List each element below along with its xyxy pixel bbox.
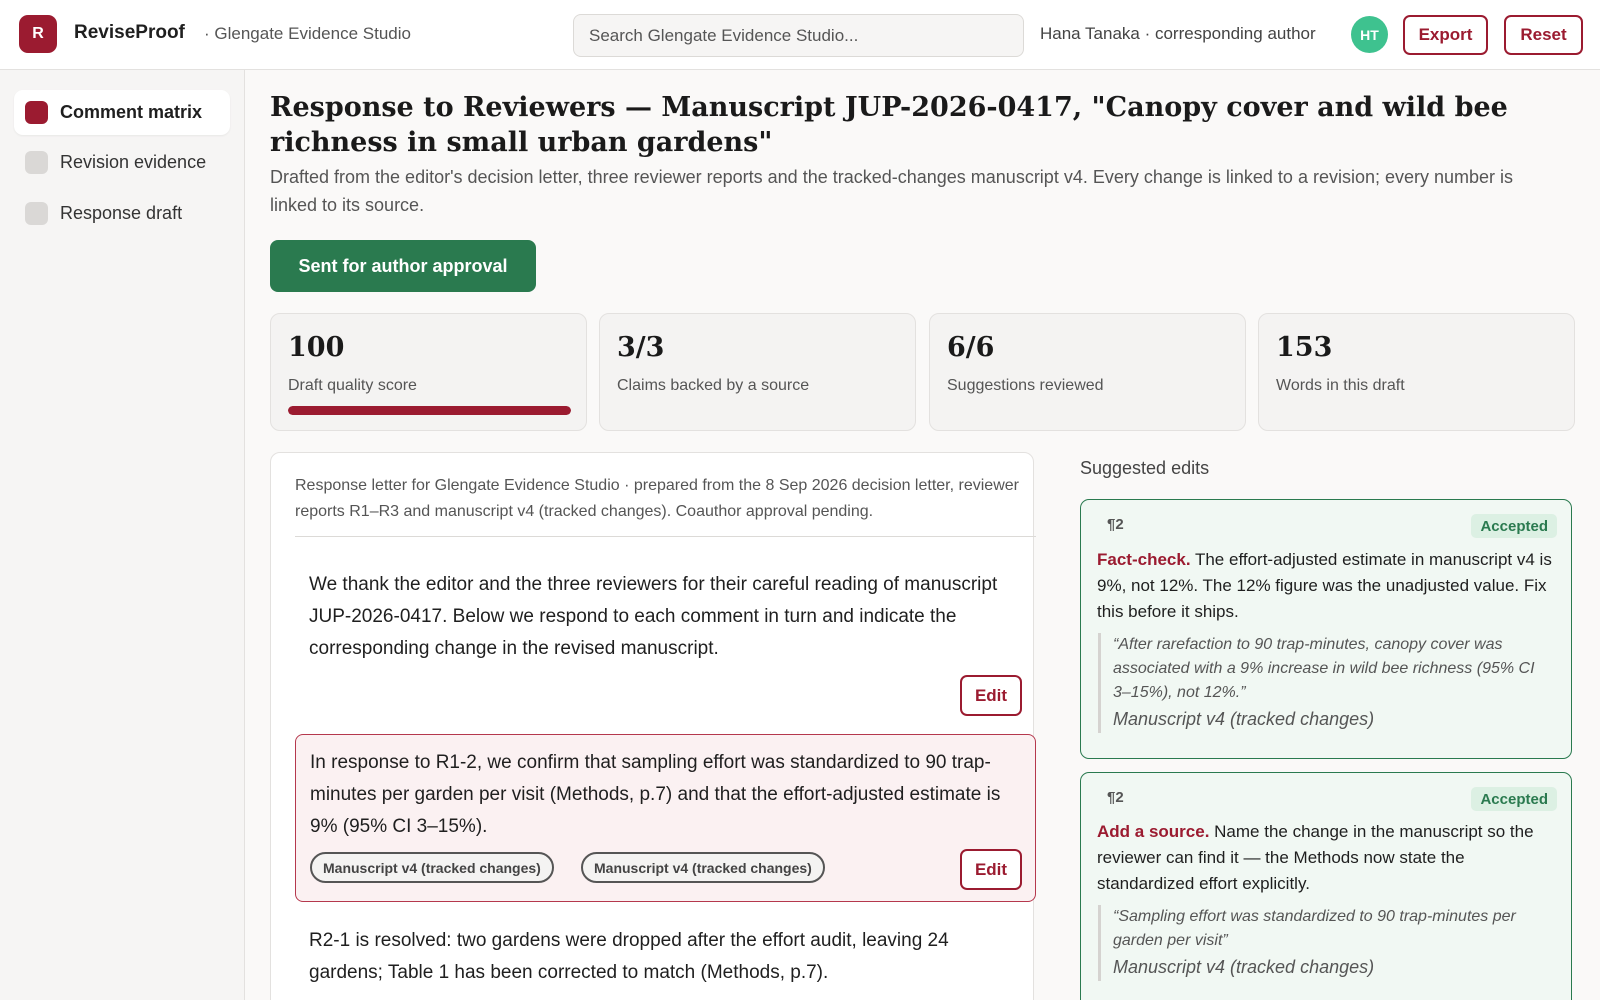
- sidebar-item-comment-matrix[interactable]: [14, 90, 230, 135]
- letter-meta: Response letter for Glengate Evidence Studio · prepared from the 8 Sep 2026 decision letter, reviewer reports R1–R3 and manuscript v4 (tracked changes). Coauthor approval pending.: [295, 477, 1019, 520]
- stat-label: Claims backed by a source: [617, 377, 810, 394]
- page-subtitle: Drafted from the editor's decision letter, three reviewer reports and the tracked-changes manuscript v4. Every change is linked to a revision; every number is linked to its source.: [270, 167, 1514, 215]
- stat-card-words: [1258, 313, 1575, 431]
- stat-label: Draft quality score: [288, 377, 417, 394]
- paragraph-text: R2-1 is resolved: two gardens were dropped after the effort audit, leaving 24 gardens; Table 1 has been corrected to match (Methods, p.7).: [309, 930, 949, 983]
- quote-text: “After rarefaction to 90 trap-minutes, canopy cover was associated with a 9% increase in wild bee richness (95% CI 3–15%), not 12%.”: [1113, 636, 1535, 701]
- stat-card-claims: [599, 313, 916, 431]
- stat-label: Words in this draft: [1276, 377, 1405, 394]
- suggestion-quote: [1098, 905, 1556, 981]
- sidebar-item-label: Response draft: [60, 203, 183, 223]
- suggestion-kind: Add a source.: [1097, 822, 1210, 841]
- letter-paragraph[interactable]: [295, 569, 1036, 665]
- sidebar-item-response-draft[interactable]: [14, 191, 230, 236]
- quality-progress-fill: [288, 406, 571, 415]
- stat-value: 3/3: [617, 332, 665, 363]
- search-input[interactable]: [573, 14, 1024, 57]
- suggestion-text: The effort-adjusted estimate in manuscript v4 is 9%, not 12%. The 12% figure was the unadjusted value. Fix this before it ships.: [1097, 550, 1552, 621]
- response-letter-panel: [270, 452, 1034, 1000]
- quote-text: “Sampling effort was standardized to 90 trap-minutes per garden per visit”: [1113, 908, 1516, 949]
- quality-progress-bar: [288, 406, 571, 415]
- suggestion-body: [1097, 819, 1559, 897]
- paragraph-text: We thank the editor and the three reviewers for their careful reading of manuscript JUP-2026-0417. Below we respond to each comment in turn and indicate the corresponding change in the revised manuscript.: [309, 574, 998, 659]
- sidebar-item-revision-evidence[interactable]: [14, 140, 230, 185]
- source-chip[interactable]: Manuscript v4 (tracked changes): [581, 852, 825, 883]
- status-badge: Accepted: [1471, 514, 1557, 538]
- nav-square-icon: [25, 101, 48, 124]
- nav-square-icon: [25, 202, 48, 225]
- suggestion-quote: [1098, 633, 1556, 733]
- page-title: Response to Reviewers — Manuscript JUP-2026-0417, "Canopy cover and wild bee richness in small urban gardens": [270, 92, 1508, 158]
- stat-card-quality: [270, 313, 587, 431]
- sidebar-item-label: Comment matrix: [60, 102, 203, 122]
- stat-value: 6/6: [947, 332, 995, 363]
- suggested-edits-heading: Suggested edits: [1080, 458, 1210, 478]
- suggestion-card[interactable]: [1080, 772, 1572, 1000]
- suggestion-text: Name the change in the manuscript so the reviewer can find it — the Methods now state the standardized effort explicitly.: [1097, 822, 1534, 893]
- quote-source: Manuscript v4 (tracked changes): [1113, 957, 1375, 977]
- sidebar: [0, 70, 245, 1000]
- letter-paragraph-highlighted[interactable]: [295, 734, 1036, 902]
- app-logo[interactable]: R: [19, 15, 57, 53]
- edit-paragraph-button[interactable]: Edit: [960, 849, 1022, 890]
- top-bar: [0, 0, 1600, 70]
- paragraph-ref: ¶2: [1107, 516, 1124, 533]
- stat-card-suggestions: [929, 313, 1246, 431]
- user-label: Hana Tanaka · corresponding author: [1040, 24, 1316, 43]
- letter-paragraph[interactable]: [295, 925, 1036, 989]
- stat-value: 153: [1276, 332, 1333, 363]
- stat-value: 100: [288, 332, 345, 363]
- suggestion-kind: Fact-check.: [1097, 550, 1191, 569]
- source-chip[interactable]: Manuscript v4 (tracked changes): [310, 852, 554, 883]
- edit-paragraph-button[interactable]: Edit: [960, 675, 1022, 716]
- quote-source: Manuscript v4 (tracked changes): [1113, 709, 1375, 729]
- paragraph-text: In response to R1-2, we confirm that sampling effort was standardized to 90 trap-minutes per garden per visit (Methods, p.7) and that the effort-adjusted estimate is 9% (95% CI 3–15%).: [310, 752, 1001, 837]
- reset-button[interactable]: Reset: [1504, 15, 1583, 55]
- avatar[interactable]: HT: [1351, 16, 1388, 53]
- nav-square-icon: [25, 151, 48, 174]
- suggestion-card[interactable]: [1080, 499, 1572, 759]
- app-name: ReviseProof: [74, 22, 185, 43]
- sidebar-item-label: Revision evidence: [60, 152, 207, 172]
- export-button[interactable]: Export: [1403, 15, 1488, 55]
- workspace-name: · Glengate Evidence Studio: [204, 24, 411, 43]
- author-approval-status-button[interactable]: Sent for author approval: [270, 240, 536, 292]
- status-badge: Accepted: [1471, 787, 1557, 811]
- suggestion-body: [1097, 547, 1559, 625]
- divider: [295, 536, 1036, 537]
- paragraph-ref: ¶2: [1107, 789, 1124, 806]
- stat-label: Suggestions reviewed: [947, 377, 1104, 394]
